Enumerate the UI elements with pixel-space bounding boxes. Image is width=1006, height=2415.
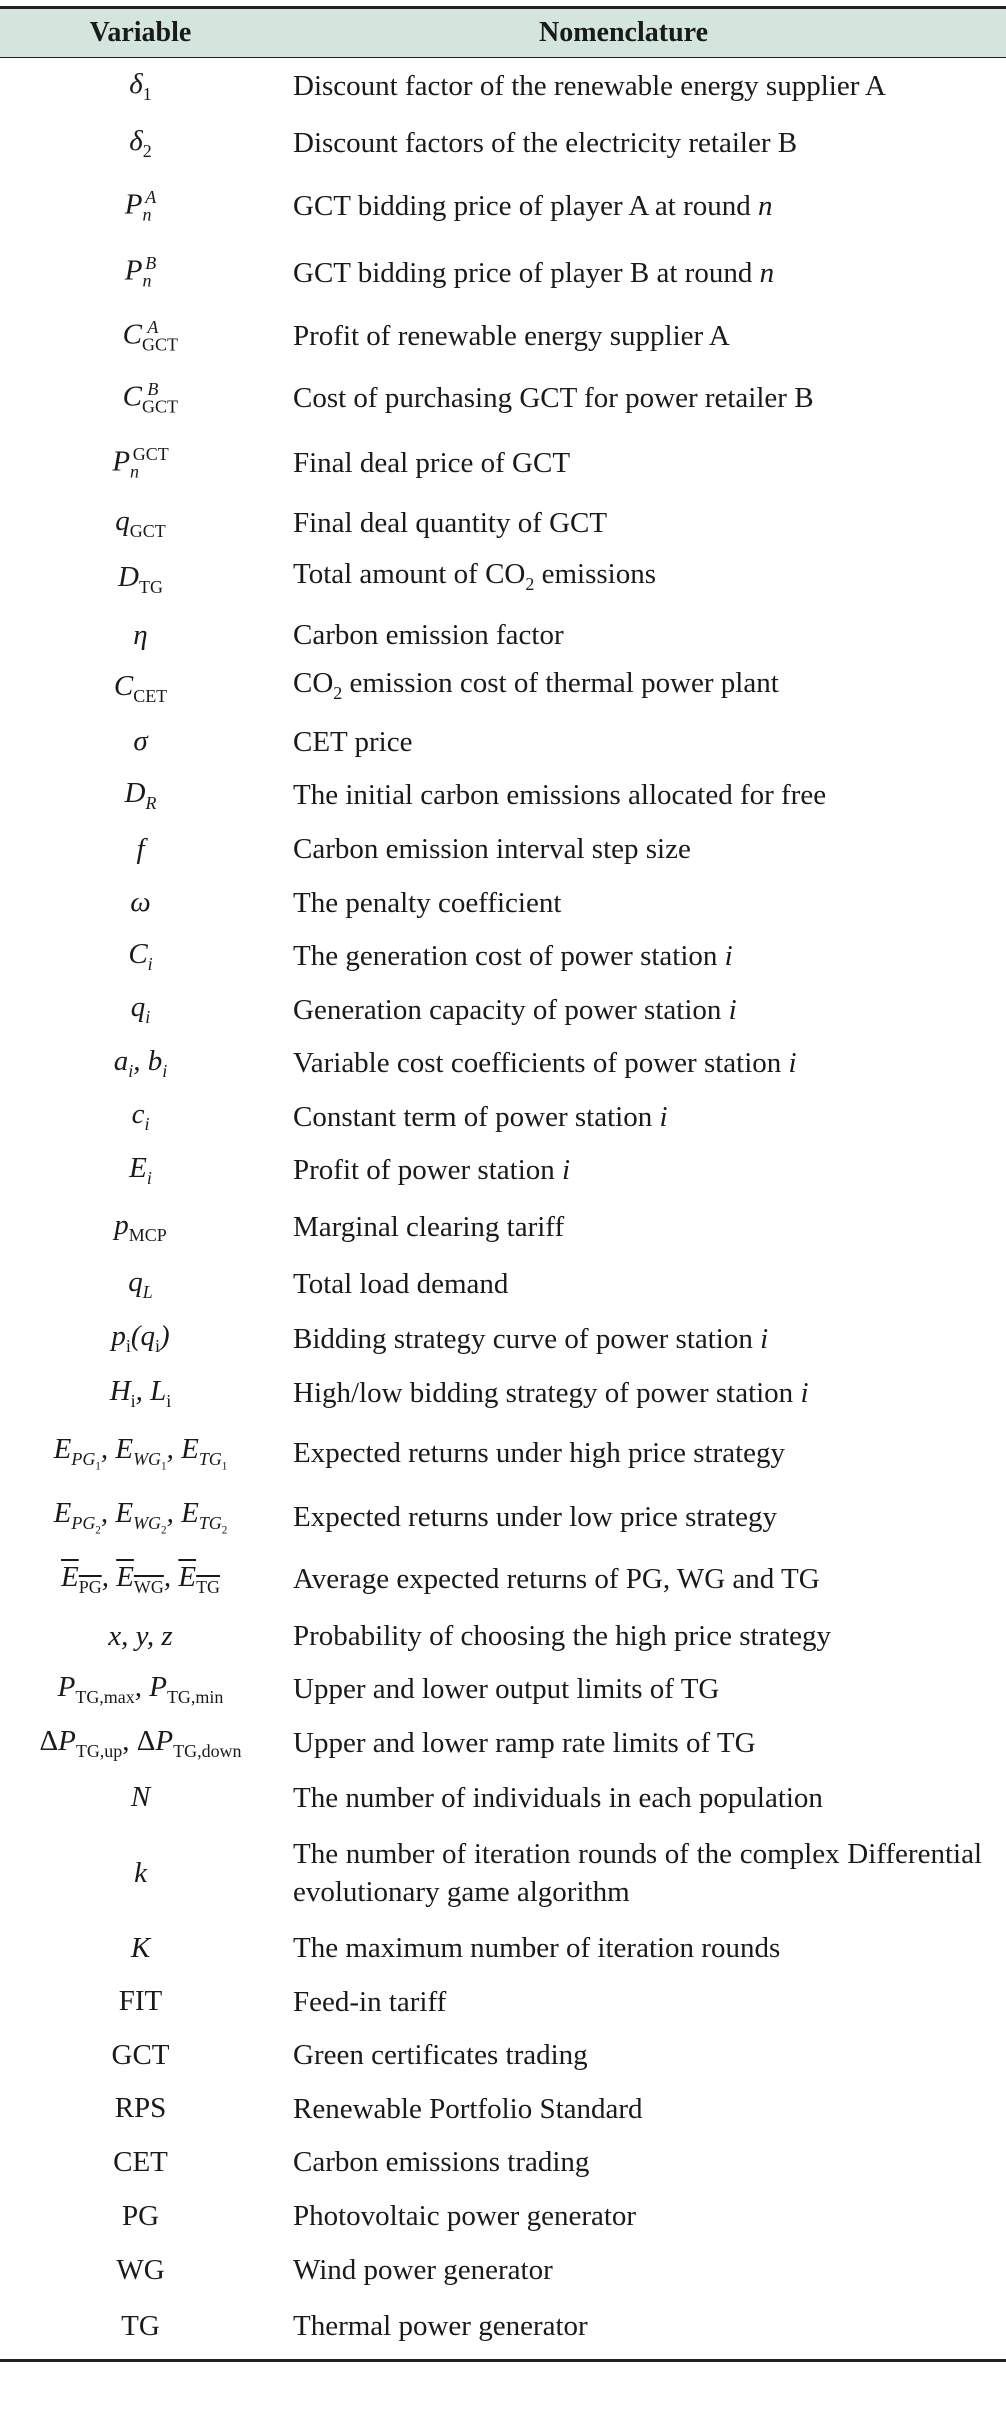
variable-symbol: K <box>130 1931 151 1964</box>
variable-symbol: WG <box>116 2253 165 2286</box>
table-row <box>0 1257 1006 1311</box>
variable-description: Final deal quantity of GCT <box>293 507 608 539</box>
variable-description: Expected returns under low price strategy <box>293 1501 777 1533</box>
variable-description: Total load demand <box>293 1268 509 1300</box>
table-row <box>0 1610 1006 1662</box>
variable-symbol: $E_i$ <box>129 1151 152 1188</box>
table-row <box>0 367 1006 429</box>
table-row <box>0 114 1006 172</box>
table-row <box>0 929 1006 983</box>
variable-description: GCT bidding price of player A at round n <box>293 190 773 222</box>
table-row <box>0 240 1006 305</box>
variable-description: The maximum number of iteration rounds <box>293 1932 781 1964</box>
table-row <box>0 2135 1006 2189</box>
table-row <box>0 549 1006 609</box>
variable-description: Discount factors of the electricity retailer B <box>293 127 798 159</box>
variable-symbol: $C_{GCT}^A$ <box>122 316 178 355</box>
variable-symbol: $c_i$ <box>131 1098 150 1134</box>
variable-description: Renewable Portfolio Standard <box>293 2092 643 2125</box>
variable-symbol: $\Delta P_{TG,up}$, $\Delta P_{TG,down}$ <box>39 1724 242 1761</box>
table-row <box>0 1143 1006 1197</box>
variable-description: Total amount of $CO_2$ emissions <box>293 558 656 594</box>
variable-description: Final deal price of GCT <box>293 447 571 479</box>
variable-symbol: $q_L$ <box>128 1265 153 1302</box>
variable-symbol: $C_{GCT}^B$ <box>122 378 178 417</box>
variable-symbol: $\delta_2$ <box>129 124 152 161</box>
variable-symbol: $\delta_1$ <box>129 67 152 104</box>
variable-symbol: PG <box>121 2199 160 2232</box>
variable-symbol: $C_i$ <box>128 937 153 974</box>
variable-symbol: RPS <box>114 2092 167 2124</box>
table-row <box>0 715 1006 768</box>
variable-symbol: $P_n^{GCT}$ <box>112 443 169 482</box>
variable-description: Discount factor of the renewable energy supplier A <box>293 70 886 102</box>
variable-description: Feed-in tariff <box>293 1985 447 2018</box>
variable-description: GCT bidding price of player B at round n <box>293 256 775 289</box>
table-row <box>0 2028 1006 2082</box>
table-row <box>0 497 1006 549</box>
variable-description: Average expected returns of PG, WG and TG <box>293 1563 820 1595</box>
variable-symbol: x, y, z <box>108 1619 173 1652</box>
variable-description: Marginal clearing tariff <box>293 1211 565 1243</box>
variable-description: Carbon emissions trading <box>293 2146 590 2178</box>
variable-description: Thermal power generator <box>293 2310 588 2342</box>
table-row <box>0 1921 1006 1975</box>
variable-description: Expected returns under high price strategy <box>293 1437 786 1469</box>
table-row <box>0 2297 1006 2355</box>
table-row <box>0 1420 1006 1486</box>
variable-description: Constant term of power station i <box>293 1100 668 1133</box>
table-row <box>0 609 1006 661</box>
table-row <box>0 1197 1006 1257</box>
table-row <box>0 2082 1006 2135</box>
variable-symbol: $E_{PG_2}$, $E_{WG_2}$, $E_{TG_2}$ <box>53 1497 228 1537</box>
table-row <box>0 429 1006 497</box>
variable-symbol: FIT <box>118 1985 163 2017</box>
variable-description: $CO_2$ emission cost of thermal power plant <box>293 667 779 703</box>
variable-description: Bidding strategy curve of power station i <box>293 1322 769 1355</box>
table-row <box>0 876 1006 929</box>
variable-description: Profit of renewable energy supplier A <box>293 320 730 352</box>
table-row <box>0 1486 1006 1548</box>
variable-symbol: $P_{TG,max}$, $P_{TG,min}$ <box>57 1670 224 1707</box>
nomenclature-table <box>0 6 1006 2362</box>
variable-description: Wind power generator <box>293 2254 553 2286</box>
table-row <box>0 1090 1006 1143</box>
variable-symbol: $p_{MCP}$ <box>114 1208 167 1245</box>
variable-description: Photovoltaic power generator <box>293 2200 637 2232</box>
variable-description: Probability of choosing the high price strategy <box>293 1620 832 1652</box>
table-row <box>0 2243 1006 2297</box>
bottom-rule <box>0 2359 1006 2362</box>
table-row <box>0 1975 1006 2028</box>
variable-description: Upper and lower output limits of TG <box>293 1673 720 1705</box>
variable-symbol: $p_i(q_i)$ <box>111 1320 170 1356</box>
variable-description: The number of individuals in each population <box>293 1781 823 1814</box>
table-row <box>0 172 1006 240</box>
table-row <box>0 768 1006 822</box>
variable-symbol: $C_{CET}$ <box>113 669 168 706</box>
table-row <box>0 1311 1006 1366</box>
variable-description: High/low bidding strategy of power station i <box>293 1377 809 1409</box>
variable-symbol: TG <box>121 2309 160 2342</box>
variable-symbol: $D_{TG}$ <box>118 560 163 597</box>
table-row <box>0 1548 1006 1610</box>
table-header <box>0 9 1006 58</box>
table-row <box>0 2189 1006 2243</box>
variable-symbol: η <box>133 618 148 651</box>
header-variable: Variable <box>89 17 192 48</box>
variable-description: Generation capacity of power station i <box>293 993 737 1026</box>
variable-symbol: $P_n^A$ <box>124 186 157 225</box>
variable-symbol: ω <box>130 886 151 918</box>
variable-description: Cost of purchasing GCT for power retailer B <box>293 382 814 414</box>
header-nomenclature: Nomenclature <box>539 17 708 48</box>
variable-symbol: $E_{PG}$, $E_{WG}$, $E_{TG}$ <box>60 1560 221 1597</box>
variable-description: Green certificates trading <box>293 2039 588 2071</box>
table-row <box>0 983 1006 1036</box>
variable-symbol: σ <box>133 725 148 757</box>
variable-symbol: f <box>136 832 145 865</box>
variable-symbol: $D_R$ <box>124 776 157 813</box>
table-row <box>0 305 1006 367</box>
variable-description: Profit of power station i <box>293 1154 571 1186</box>
variable-description: CET price <box>293 725 413 758</box>
table-row <box>0 661 1006 715</box>
table-row <box>0 1036 1006 1090</box>
variable-description: The penalty coefficient <box>293 886 562 919</box>
table-row <box>0 1770 1006 1825</box>
variable-symbol: k <box>134 1856 147 1889</box>
variable-description: Carbon emission interval step size <box>293 833 691 865</box>
variable-description: The number of iteration rounds of the complex Differential evolutionary game algorithm <box>293 1838 982 1908</box>
variable-symbol: $q_i$ <box>130 991 151 1027</box>
variable-symbol: $a_i$, $b_i$ <box>113 1044 168 1081</box>
table-row <box>0 58 1006 114</box>
variable-symbol: $q_{GCT}$ <box>115 504 166 541</box>
table-row <box>0 1716 1006 1770</box>
variable-description: The generation cost of power station i <box>293 940 733 972</box>
table-row <box>0 822 1006 876</box>
variable-symbol: N <box>130 1781 151 1813</box>
table-row <box>0 1662 1006 1716</box>
variable-description: Upper and lower ramp rate limits of TG <box>293 1727 756 1759</box>
variable-description: Carbon emission factor <box>293 619 564 651</box>
variable-symbol: CET <box>113 2145 168 2178</box>
table-row <box>0 1825 1006 1921</box>
table-row <box>0 1366 1006 1420</box>
variable-description: The initial carbon emissions allocated for free <box>293 779 827 811</box>
variable-symbol: $E_{PG_1}$, $E_{WG_1}$, $E_{TG_1}$ <box>53 1433 228 1473</box>
variable-symbol: $H_i$, $L_i$ <box>109 1374 172 1411</box>
variable-symbol: $P_n^B$ <box>124 253 157 291</box>
variable-description: Variable cost coefficients of power station i <box>293 1047 797 1079</box>
variable-symbol: GCT <box>111 2038 170 2071</box>
